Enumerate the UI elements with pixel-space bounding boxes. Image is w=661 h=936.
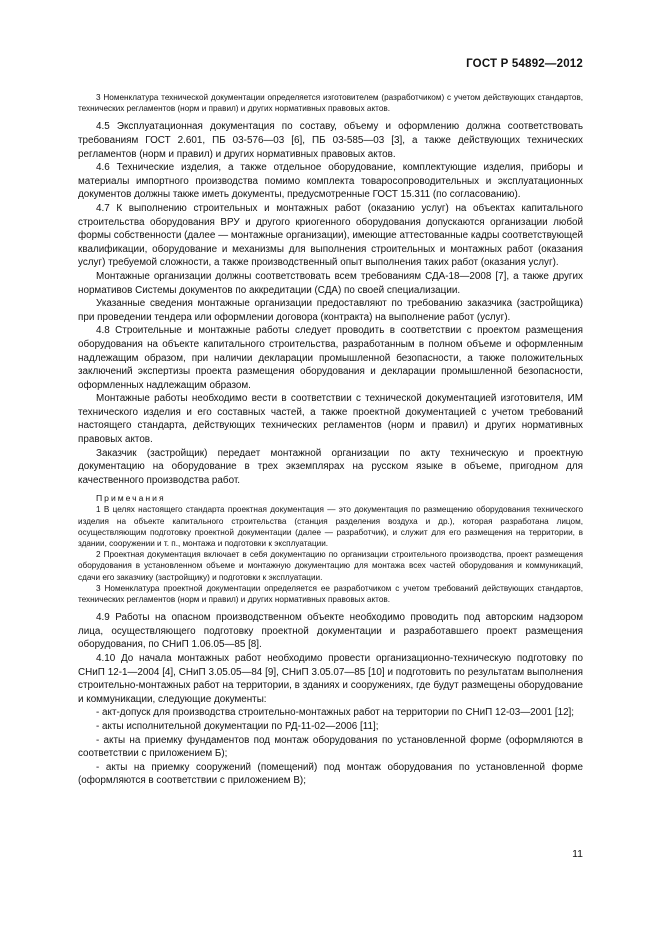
paragraph-customer-transfer: Заказчик (застройщик) передает монтажной организации по акту техническую и проектную документацию на оборудование в трех экземплярах на русском языке в объеме, пригодном для качественного производства работ. <box>78 447 583 486</box>
document-body <box>78 92 583 788</box>
list-item-admission-act: - акт-допуск для производства строительно-монтажных работ на территории по СНиП 12-03—2001 [12]; <box>96 707 575 719</box>
note-3: 3 Номенклатура проектной документации определяется ее разработчиком с учетом требований действующих стандартов, технических регламентов (норм и правил) и других нормативных правовых актов. <box>78 583 583 605</box>
note-2: 2 Проектная документация включает в себя документацию по организации строительного производства, проект размещения оборудования в установленном объеме и монтажную документацию для монтажа всех частей оборудования и коммуникаций, сдачи его заказчику (застройщику) и подготовки к эксплуатации. <box>78 550 583 582</box>
list-item-foundation-acts: - акты на приемку фундаментов под монтаж оборудования по установленной форме (оформляются в соответствии с приложением Б); <box>78 734 583 760</box>
paragraph-mounting-works: Монтажные работы необходимо вести в соответствии с технической документацией изготовителя, ИМ технического изделия и его составных частей, а также проектной документацией с учетом требований настоящего стандарта, действующих технических регламентов (норм и правил) и других нормативных правовых актов. <box>78 393 583 446</box>
paragraph-4-9: 4.9 Работы на опасном производственном объекте необходимо проводить под авторским надзором лица, осуществляющего подготовку проектной документации и разработавшего проект размещения оборудования, по СНиП 1.06.05—85 [8]. <box>78 612 583 651</box>
page-header: ГОСТ Р 54892—2012 <box>466 58 583 70</box>
top-note: 3 Номенклатура технической документации определяется изготовителем (разработчиком) с учетом действующих стандартов, технических регламентов (норм и правил) и других нормативных правовых актов. <box>78 93 583 114</box>
paragraph-4-6: 4.6 Технические изделия, а также отдельное оборудование, комплектующие изделия, приборы и материалы импортного производства помимо комплекта товаросопроводительных и эксплуатационных документов должны также иметь документы, предусмотренные ГОСТ 15.311 (по согласованию). <box>78 162 583 201</box>
paragraph-mounting-orgs: Монтажные организации должны соответствовать всем требованиям СДА-18—2008 [7], а также других нормативов Системы документов по аккредитации (СДА) по своей специализации. <box>78 270 583 296</box>
notes-title: Примечания <box>96 493 166 504</box>
list-item-executive-docs: - акты исполнительной документации по РД-11-02—2006 [11]; <box>96 721 379 733</box>
paragraph-4-10: 4.10 До начала монтажных работ необходимо провести организационно-техническую подготовку по СНиП 12-1—2004 [4], СНиП 3.05.05—84 [9], СНиП 3.05.07—85 [10] и подготовить по результатам выполнения строительно-монтажных работ на территории, в зданиях и сооружениях, где будут размещены оборудование и коммуникации, следующие документы: <box>78 653 583 705</box>
paragraph-4-5: 4.5 Эксплуатационная документация по составу, объему и оформлению должна соответствовать требованиям ГОСТ 2.601, ПБ 03-576—03 [6], ПБ 03-585—03 [3], а также действующих технических регламентов (норм и правил) и других нормативных правовых актов. <box>78 121 583 160</box>
list-item-structure-acts: - акты на приемку сооружений (помещений) под монтаж оборудования по установленной форме (оформляются в соответствии с приложением В); <box>78 761 583 787</box>
paragraph-info-provision: Указанные сведения монтажные организации предоставляют по требованию заказчика (застройщика) при проведении тендера или оформлении договора (контракта) на выполнение работ (услуг). <box>78 298 583 323</box>
note-1: 1 В целях настоящего стандарта проектная документация — это документация по размещению оборудования технического изделия на объекте капитального строительства (станция разделения воздуха и др.), которая разработана лицом, осуществляющим подготовку проектной документации (далее — разработчик), и служит для его размещения на территории, в здании, сооружении и т. п., монтажа и подготовки к эксплуатации. <box>78 505 583 549</box>
page-number: 11 <box>572 848 583 860</box>
paragraph-4-8: 4.8 Строительные и монтажные работы следует проводить в соответствии с проектом размещения оборудования на объекте капитального строительства, разработанным в полном объеме и оформленным надлежащим образом, при наличии декларации промышленной безопасности, а также положительных заключений экспертизы проекта размещения оборудования и декларации промышленной безопасности, оформленных надлежащим образом. <box>78 325 583 391</box>
paragraph-4-7: 4.7 К выполнению строительных и монтажных работ (оказанию услуг) на объектах капитального строительства оборудования ВРУ и другого криогенного оборудования допускаются организации любой формы собственности (далее — монтажные организации), имеющие аттестованные кадры соответствующей квалификации, оборудование и механизмы для выполнения строительных и монтажных работ (оказания услуг) требуемой сложности, а также производственный опыт выполнения таких работ (оказания услуг). <box>78 202 583 269</box>
